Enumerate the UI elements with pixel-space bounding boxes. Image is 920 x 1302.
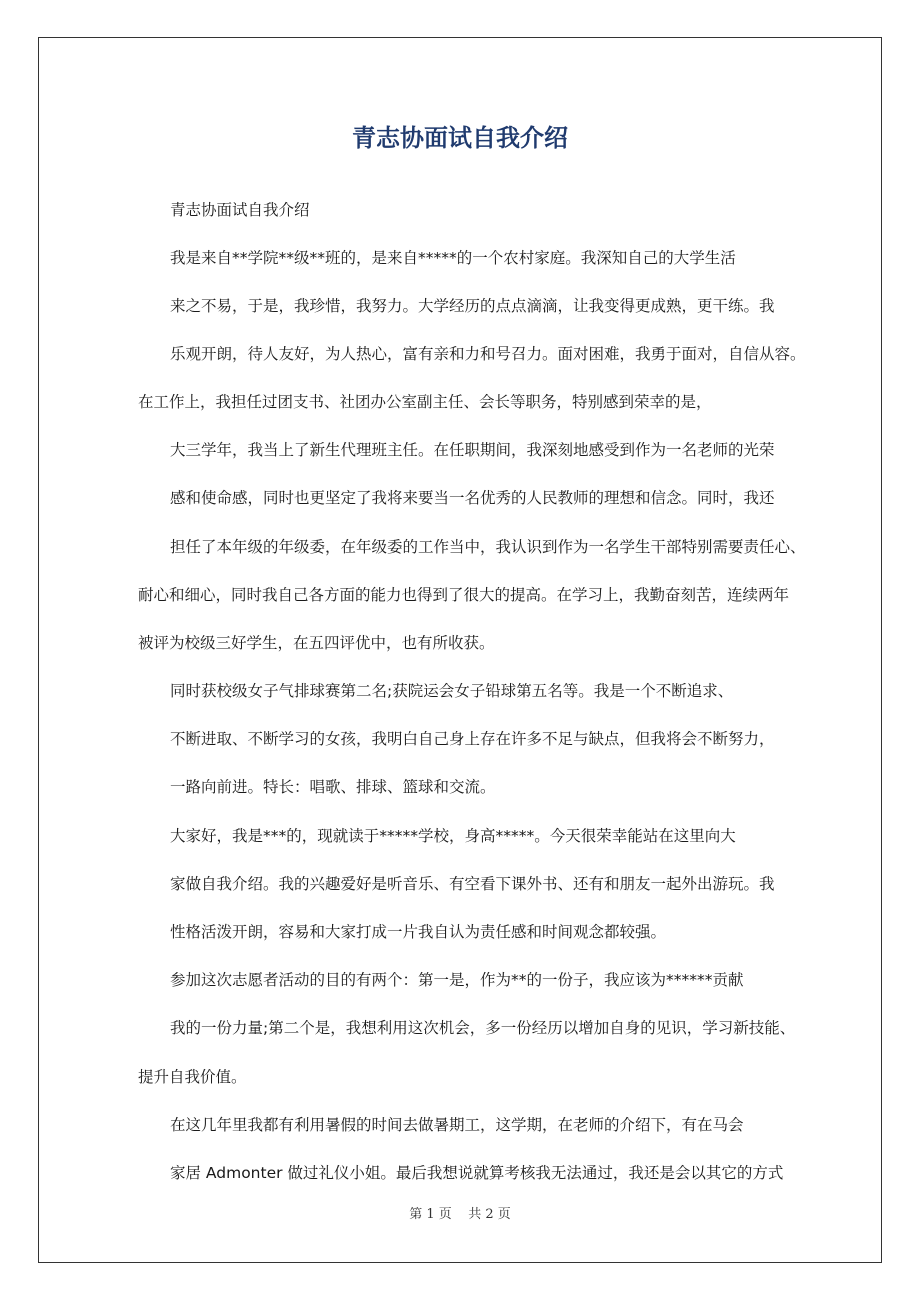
paragraph-line: 被评为校级三好学生，在五四评优中，也有所收获。 [138,634,495,652]
paragraph-line: 同时获校级女子气排球赛第二名;获院运会女子铅球第五名等。我是一个不断追求、 [170,682,734,700]
paragraph-line: 不断进取、不断学习的女孩，我明白自己身上存在许多不足与缺点，但我将会不断努力， [170,730,775,748]
paragraph-line: 在这几年里我都有利用暑假的时间去做暑期工，这学期，在老师的介绍下，有在马会 [170,1116,744,1134]
document-title: 青志协面试自我介绍 [352,124,568,152]
paragraph-line: 在工作上，我担任过团支书、社团办公室副主任、会长等职务，特别感到荣幸的是， [138,393,712,411]
paragraph-line: 性格活泼开朗，容易和大家打成一片我自认为责任感和时间观念都较强。 [170,923,667,941]
paragraph-line: 提升自我价值。 [138,1068,247,1086]
paragraph-line: 乐观开朗，待人友好，为人热心，富有亲和力和号召力。面对困难，我勇于面对，自信从容。 [170,345,806,363]
paragraph-line: 家做自我介绍。我的兴趣爱好是听音乐、有空看下课外书、还有和朋友一起外出游玩。我 [170,875,775,893]
paragraph-line: 家居 Admonter 做过礼仪小姐。最后我想说就算考核我无法通过，我还是会以其它的方式 [170,1164,784,1182]
paragraph-line: 担任了本年级的年级委，在年级委的工作当中，我认识到作为一名学生干部特别需要责任心、 [170,538,806,556]
page-footer [0,1205,920,1225]
paragraph-line: 我是来自**学院**级**班的，是来自*****的一个农村家庭。我深知自己的大学生活 [170,249,736,267]
paragraph-line: 来之不易，于是，我珍惜，我努力。大学经历的点点滴滴，让我变得更成熟，更干练。我 [170,297,775,315]
paragraph-line: 耐心和细心，同时我自己各方面的能力也得到了很大的提高。在学习上，我勤奋刻苦，连续两年 [138,586,790,604]
paragraph-line: 大家好，我是***的，现就读于*****学校，身高*****。今天很荣幸能站在这里向大 [170,827,736,845]
paragraph-line: 感和使命感，同时也更坚定了我将来要当一名优秀的人民教师的理想和信念。同时，我还 [170,489,775,507]
paragraph-line: 青志协面试自我介绍 [170,201,310,219]
page-total: 共 2 页 [468,1207,511,1222]
paragraph-line: 一路向前进。特长：唱歌、排球、篮球和交流。 [170,778,496,796]
page-number: 第 1 页 [409,1207,452,1222]
paragraph-line: 大三学年，我当上了新生代理班主任。在任职期间，我深刻地感受到作为一名老师的光荣 [170,441,775,459]
paragraph-line: 参加这次志愿者活动的目的有两个：第一是，作为**的一份子，我应该为******贡献 [170,971,744,989]
paragraph-line: 我的一份力量;第二个是，我想利用这次机会，多一份经历以增加自身的见识，学习新技能、 [170,1019,796,1037]
